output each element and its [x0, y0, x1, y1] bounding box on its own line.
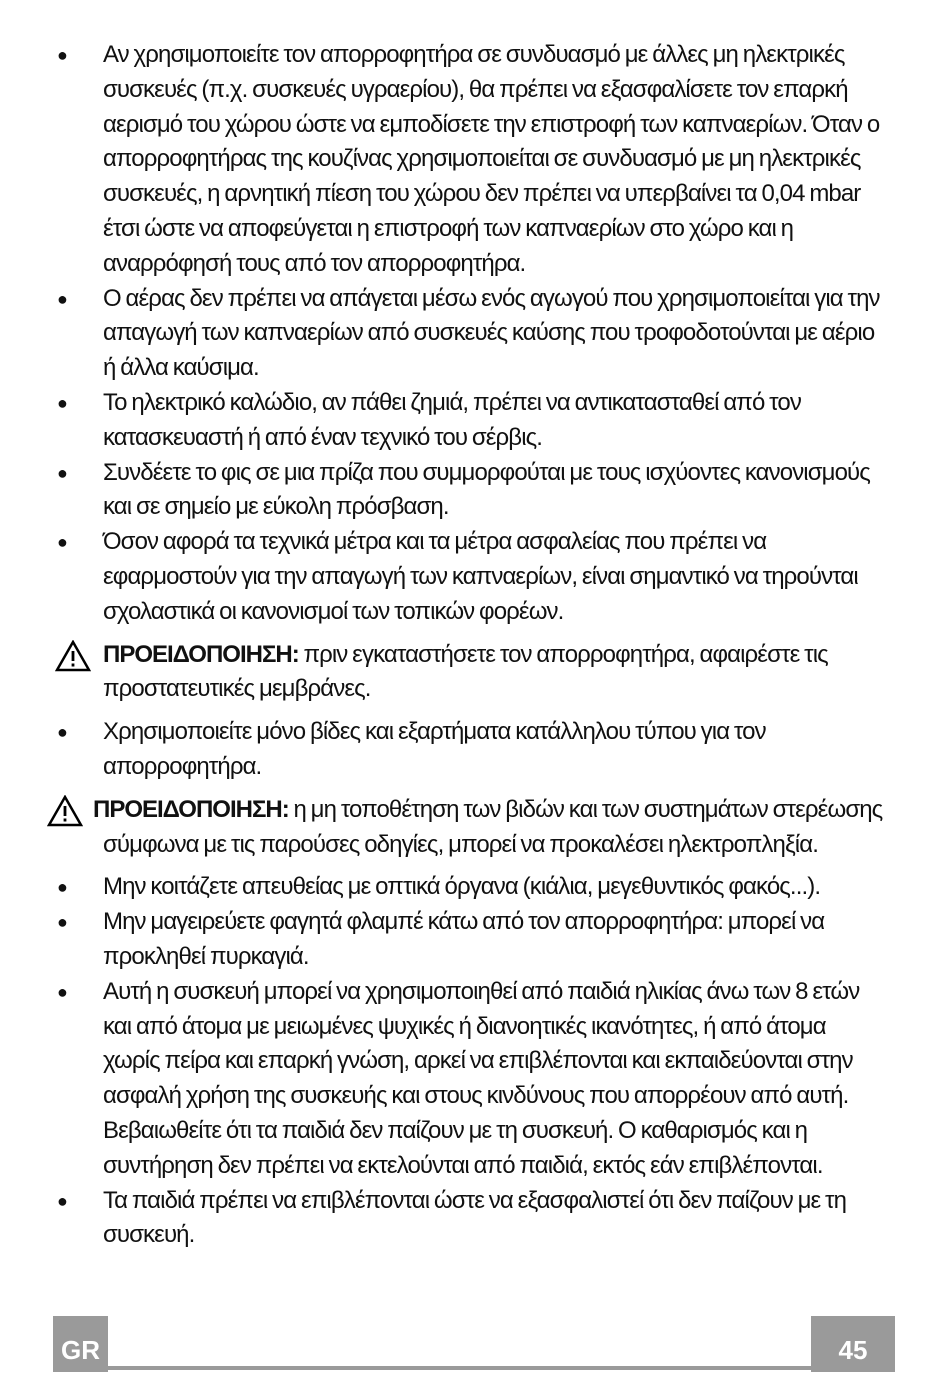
list-item: ● Τα παιδιά πρέπει να επιβλέπονται ώστε να εξασφαλιστεί ότι δεν παίζουν με τη συσκευή.: [55, 1184, 885, 1254]
warning-triangle-icon: [47, 795, 83, 827]
manual-content: [55, 38, 885, 1253]
bullet: ●: [57, 1190, 67, 1211]
bullet: ●: [57, 912, 67, 933]
bullet: ●: [57, 392, 67, 413]
list-item: ● Αυτή η συσκευή μπορεί να χρησιμοποιηθεί από παιδιά ηλικίας άνω των 8 ετών και από άτομα με μειωμένες ψυχικές ή διανοητικές ικανότητες, ή από άτομα χωρίς πείρα και επαρκή γνώση, αρκεί να επιβλέπονται και εκπαιδεύονται στην ασφαλή χρήση της συσκευής και στους κινδύνους που απορρέουν από αυτή. Βεβαιωθείτε ότι τα παιδιά δεν παίζουν με τη συσκευή. Ο καθαρισμός και η συντήρηση δεν πρέπει να εκτελούνται από παιδιά, εκτός εάν επιβλέπονται.: [55, 975, 885, 1184]
warning-label: ΠΡΟΕΙΔΟΠΟΙΗΣΗ:: [93, 795, 289, 823]
list-item: ● Αν χρησιμοποιείτε τον απορροφητήρα σε συνδυασμό με άλλες μη ηλεκτρικές συσκευές (π.χ. συσκευές υγραερίου), θα πρέπει να εξασφαλίσετε τον επαρκή αερισμό του χώρου ώστε να εμποδίσετε την επιστροφή των καπναερίων. Όταν ο απορροφητήρας της κουζίνας χρησιμοποιείται σε συνδυασμό με μη ηλεκτρικές συσκευές, η αρνητική πίεση του χώρου δεν πρέπει να υπερβαίνει τα 0,04 mbar έτσι ώστε να αποφεύγεται η επιστροφή των καπναερίων στο χώρο και η αναρρόφησή τους από τον απορροφητήρα.: [55, 38, 885, 282]
bullet: ●: [57, 722, 67, 743]
list-item: ● Μην μαγειρεύετε φαγητά φλαμπέ κάτω από τον απορροφητήρα: μπορεί να προκληθεί πυρκαγιά.: [55, 905, 885, 975]
list-item: ● Ο αέρας δεν πρέπει να απάγεται μέσω ενός αγωγού που χρησιμοποιείται για την απαγωγή των καπναερίων από συσκευές καύσης που τροφοδοτούνται με αέριο ή άλλα καύσιμα.: [55, 282, 885, 386]
bullet: ●: [57, 981, 67, 1002]
list-item: ● Χρησιμοποιείτε μόνο βίδες και εξαρτήματα κατάλληλου τύπου για τον απορροφητήρα.: [55, 715, 885, 785]
warning-label: ΠΡΟΕΙΔΟΠΟΙΗΣΗ:: [103, 640, 299, 668]
warning-note: ΠΡΟΕΙΔΟΠΟΙΗΣΗ: η μη τοποθέτηση των βιδών και των συστημάτων στερέωσης σύμφωνα με τις παρούσες οδηγίες, μπορεί να προκαλέσει ηλεκτροπληξία.: [55, 793, 885, 863]
footer-divider: [108, 1366, 811, 1370]
warning-note: ΠΡΟΕΙΔΟΠΟΙΗΣΗ: πριν εγκαταστήσετε τον απορροφητήρα, αφαιρέστε τις προστατευτικές μεμβράνες.: [55, 638, 885, 708]
list-item: ● Το ηλεκτρικό καλώδιο, αν πάθει ζημιά, πρέπει να αντικατασταθεί από τον κατασκευαστή ή από έναν τεχνικό του σέρβις.: [55, 386, 885, 456]
page-number: 45: [811, 1316, 895, 1372]
list-item: ● Συνδέετε το φις σε μια πρίζα που συμμορφούται με τους ισχύοντες κανονισμούς και σε σημείο με εύκολη πρόσβαση.: [55, 456, 885, 526]
list-item: ● Όσον αφορά τα τεχνικά μέτρα και τα μέτρα ασφαλείας που πρέπει να εφαρμοστούν για την απαγωγή των καπναερίων, είναι σημαντικό να τηρούνται σχολαστικά οι κανονισμοί των τοπικών φορέων.: [55, 525, 885, 629]
bullet: ●: [57, 45, 67, 65]
warning-triangle-icon: [55, 640, 91, 672]
bullet: ●: [57, 288, 67, 309]
list-item: ● Μην κοιτάζετε απευθείας με οπτικά όργανα (κιάλια, μεγεθυντικός φακός...).: [55, 870, 885, 905]
language-badge: GR: [53, 1316, 108, 1372]
bullet: ●: [57, 532, 67, 553]
bullet: ●: [57, 877, 67, 898]
page-footer: [53, 1316, 895, 1372]
bullet: ●: [57, 462, 67, 483]
